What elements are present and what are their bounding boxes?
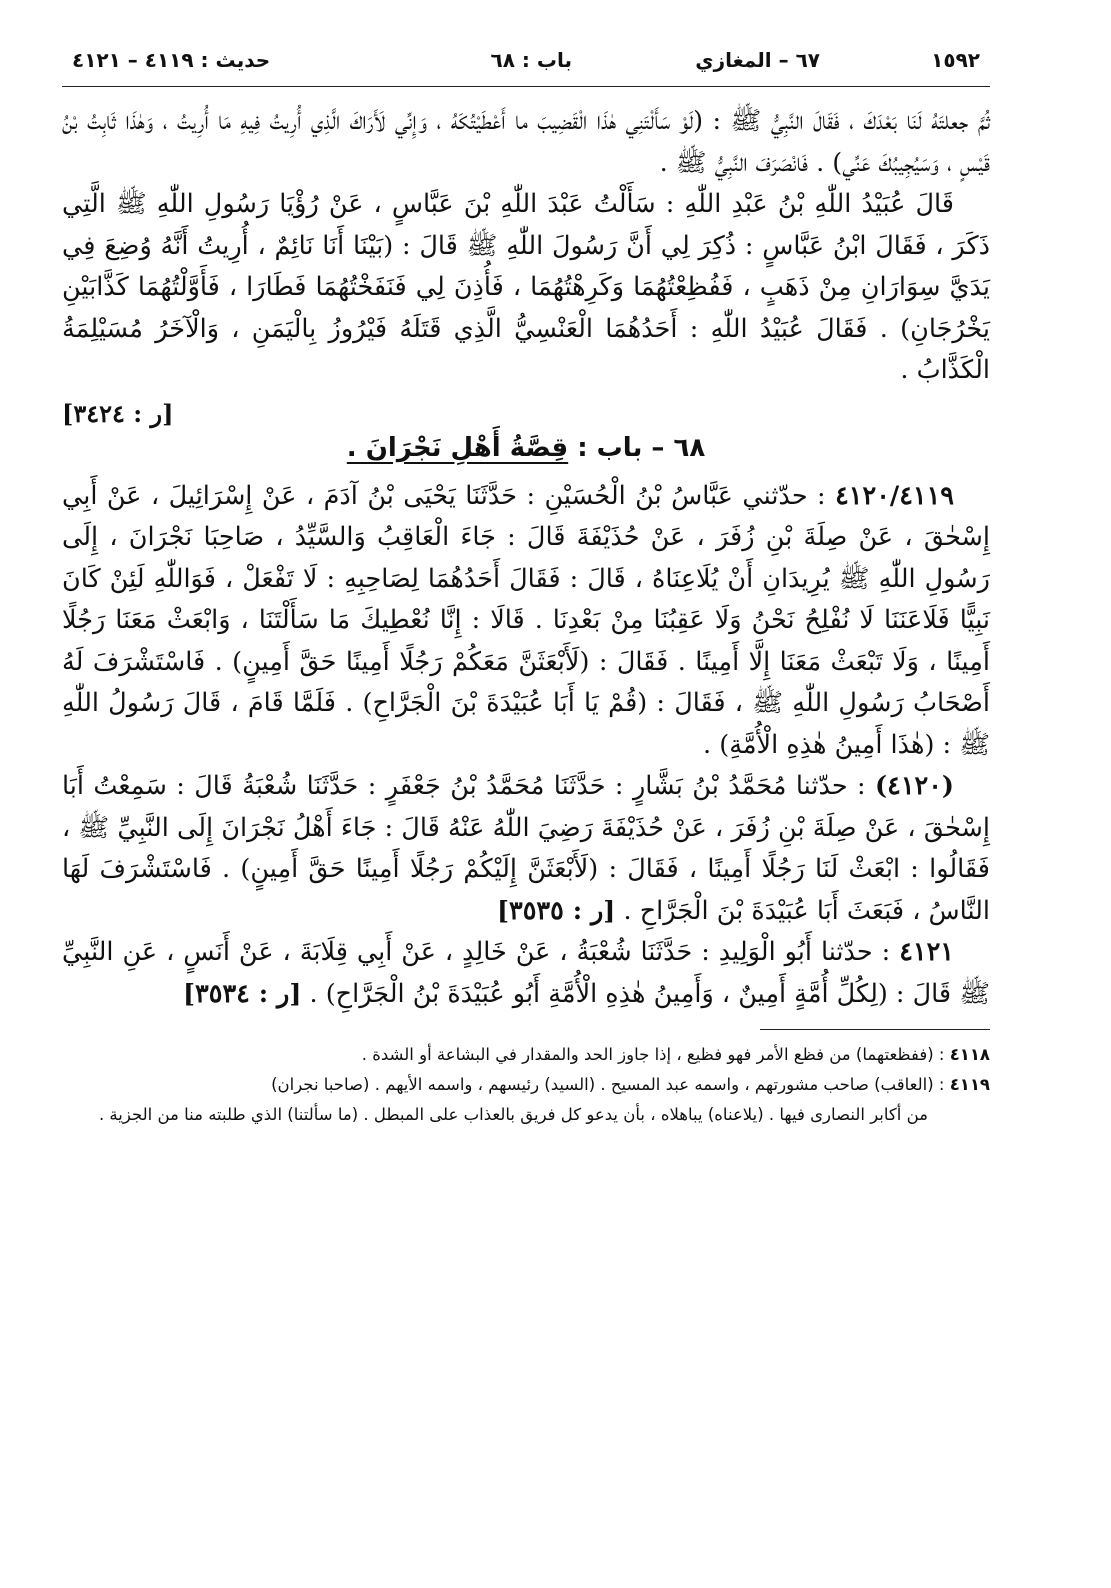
hadith-text: : حدّثني عَبَّاسُ بْنُ الْحُسَيْنِ : حَدَّثَنَا يَحْيَى بْنُ آدَمَ ، عَنْ إِسْرَائِيلَ ، عَنْ أَبِي إِسْحٰقَ ، عَنْ صِلَةَ بْنِ زُفَرَ ، عَنْ حُذَيْفَةَ قَالَ : جَاءَ الْعَاقِبُ وَالسَّيِّدُ ، صَاحِبَا نَجْرَانَ ، إِلَى رَسُولِ اللّٰهِ ﷺ يُرِيدَانِ أَنْ يُلَاعِنَاهُ ، قَالَ : فَقَالَ أَحَدُهُمَا لِصَاحِبِهِ : لَا تَفْعَلْ ، فَوَاللّٰهِ لَئِنْ كَانَ نَبِيًّا فَلَاعَنَنَا لَا نُفْلِحُ نَحْنُ وَلَا عَقِبُنَا مِنْ بَعْدِنَا . قَالَا : إِنَّا نُعْطِيكَ مَا سَأَلْتَنَا ، وَابْعَثْ مَعَنَا رَجُلًا أَمِينًا ، وَلَا تَبْعَثْ مَعَنَا إِلَّا أَمِينًا . فَقَالَ : (لَأَبْعَثَنَّ مَعَكُمْ رَجُلًا أَمِينًا حَقَّ أَمِينٍ) . فَاسْتَشْرَفَ لَهُ أَصْحَابُ رَسُولِ اللّٰهِ ﷺ ، فَقَالَ : (قُمْ يَا أَبَا عُبَيْدَةَ بْنَ الْجَرَّاحِ) . فَلَمَّا قَامَ ، قَالَ رَسُولُ اللّٰهِ ﷺ : (هٰذَا أَمِينُ هٰذِهِ الْأُمَّةِ) . <box>62 480 990 760</box>
footnote <box>62 1040 990 1070</box>
chapter-title: قِصَّةُ أَهْلِ نَجْرَانَ . <box>346 432 569 463</box>
hadith-range: حديث : ٤١١٩ – ٤١٢١ <box>72 48 271 72</box>
footnote-text: : (العاقب) صاحب مشورتهم ، واسمه عبد المسيح . (السيد) رئيسهم ، واسمه الأيهم . (صاحبا نجران) <box>271 1075 945 1094</box>
page-number: ١٥٩٢ <box>931 48 980 72</box>
footnote-continuation: من أكابر النصارى فيها . (يلاعناه) يباهلاه ، بأن يدعو كل فريق بالعذاب على المبطل . (ما سألتنا) الذي طلبته منا من الجزية . <box>98 1105 928 1124</box>
continued-paragraph: ثُمَّ جعلتَهُ لَنَا بَعْدَكَ ، فَقَالَ النَّبِيُّ ﷺ : (لَوْ سَأَلْتَنِي هٰذَا الْقَضِيبَ ما أَعْطَيْتُكَهُ ، وَإِنِّي لَأَرَاكَ الَّذِي أُرِيتُ فِيهِ مَا أُرِيتُ ، وَهٰذَا ثَابِتُ بْنُ قَيْسٍ ، وَسَيُجِيبُكَ عَنِّي) . فَانْصَرَفَ النَّبِيُّ ﷺ . <box>62 106 990 178</box>
hadith-4119 <box>62 476 990 767</box>
footnote-number: ٤١١٩ <box>949 1075 990 1094</box>
page-header <box>62 40 990 86</box>
footnote-number: ٤١١٨ <box>949 1045 990 1064</box>
book-page <box>62 40 990 1560</box>
hadith-text: : حدّثنا مُحَمَّدُ بْنُ بَشَّارٍ : حَدَّثَنَا مُحَمَّدُ بْنُ جَعْفَرٍ : حَدَّثَنَا شُعْبَةُ قَالَ : سَمِعْتُ أَبَا إِسْحٰقَ ، عَنْ صِلَةَ بْنِ زُفَرَ ، عَنْ حُذَيْفَةَ رَضِيَ اللّٰهُ عَنْهُ قَالَ : جَاءَ أَهْلُ نَجْرَانَ إِلَى النَّبِيِّ ﷺ ، فَقَالُوا : ابْعَثْ لَنَا رَجُلًا أَمِينًا ، فَقَالَ : (لَأَبْعَثَنَّ إِلَيْكُمْ رَجُلًا أَمِينًا حَقَّ أَمِينٍ) . فَاسْتَشْرَفَ لَهَا النَّاسُ ، فَبَعَثَ أَبَا عُبَيْدَةَ بْنَ الْجَرَّاحِ . <box>62 771 990 926</box>
hadith-4121 <box>62 932 990 1015</box>
hadith-number: ٤١٢٠/٤١١٩ <box>835 480 954 511</box>
cross-reference: [ر : ٣٥٣٤] <box>182 978 302 1009</box>
cross-reference: [ر : ٣٤٢٤] <box>62 398 174 428</box>
footnote-text: : (ففظعتهما) من فظع الأمر فهو فظيع ، إذا جاوز الحد والمقدار في البشاعة أو الشدة . <box>361 1045 945 1064</box>
book-title: ٦٧ – المغازي <box>695 48 820 72</box>
footnote <box>62 1070 990 1100</box>
chapter-number: باب : ٦٨ <box>490 48 572 72</box>
narration-paragraph: قَالَ عُبَيْدُ اللّٰهِ بْنُ عَبْدِ اللّٰهِ : سَأَلْتُ عَبْدَ اللّٰهِ بْنَ عَبَّاسٍ ، عَنْ رُؤْيَا رَسُولِ اللّٰهِ ﷺ الَّتِي ذَكَرَ ، فَقَالَ ابْنُ عَبَّاسٍ : ذُكِرَ لِي أَنَّ رَسُولَ اللّٰهِ ﷺ قَالَ : (بَيْنَا أَنَا نَائِمٌ ، أُرِيتُ أَنَّهُ وُضِعَ فِي يَدَيَّ سِوَارَانِ مِنْ ذَهَبٍ ، فَفُظِعْتُهُمَا وَكَرِهْتُهُمَا ، فَأُذِنَ لِي فَنَفَخْتُهُمَا فَطَارَا ، فَأَوَّلْتُهُمَا كَذَّابَيْنِ يَخْرُجَانِ) . فَقَالَ عُبَيْدُ اللّٰهِ : أَحَدُهُمَا الْعَنْسِيُّ الَّذِي قَتَلَهُ فَيْرُوزُ بِالْيَمَنِ ، وَالْآخَرُ مُسَيْلِمَةُ الْكَذَّابُ . <box>62 189 990 385</box>
chapter-prefix: ٦٨ – باب : <box>577 432 706 463</box>
hadith-number: ٤١٢١ <box>899 937 955 967</box>
header-divider <box>62 86 990 87</box>
hadith-text: : حدّثنا أَبُو الْوَلِيدِ : حَدَّثَنَا شُعْبَةُ ، عَنْ خَالِدٍ ، عَنْ أَبِي قِلَابَةَ ، عَنْ أَنَسٍ ، عَنِ النَّبِيِّ ﷺ قَالَ : (لِكُلِّ أُمَّةٍ أَمِينٌ ، وَأَمِينُ هٰذِهِ الْأُمَّةِ أَبُو عُبَيْدَةَ بْنُ الْجَرَّاحِ) . <box>62 937 990 1009</box>
hadith-4120 <box>62 766 990 932</box>
hadith-number: (٤١٢٠) <box>875 771 954 801</box>
chapter-heading <box>62 428 990 468</box>
cross-reference: [ر : ٣٥٣٥] <box>496 895 616 926</box>
footnote-divider <box>760 1029 990 1030</box>
